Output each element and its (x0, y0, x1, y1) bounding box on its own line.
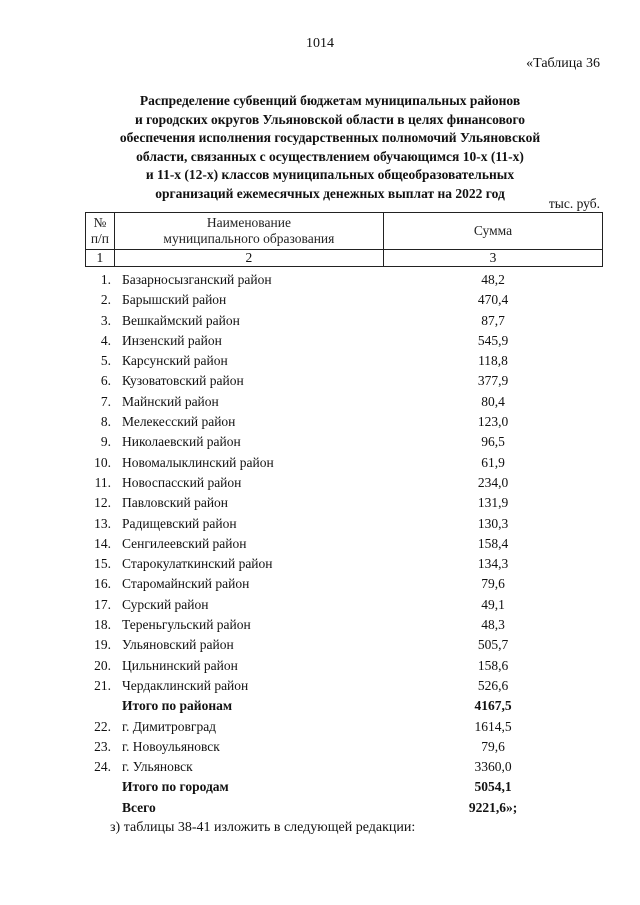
row-number: 20. (94, 657, 111, 673)
table-title (60, 92, 600, 203)
row-sum: 48,3 (481, 617, 505, 633)
row-name: Новомалыклинский район (122, 454, 274, 470)
row-number: 23. (94, 738, 111, 754)
row-sum: 158,4 (477, 535, 509, 551)
row-sum: 79,6 (481, 576, 505, 592)
row-name: Всего (122, 799, 156, 815)
row-name: Барышский район (122, 292, 227, 308)
row-sum: 5054,1 (474, 779, 512, 795)
footnote: з) таблицы 38-41 изложить в следующей редакции: (110, 820, 416, 835)
table-row (85, 311, 603, 331)
header-sum: Сумма (383, 213, 602, 250)
row-number: 11. (94, 474, 111, 490)
table-row (85, 615, 603, 635)
table-row (85, 351, 603, 371)
row-sum: 4167,5 (474, 698, 512, 714)
row-name: Майнский район (122, 393, 219, 409)
row-number: 22. (94, 718, 111, 734)
table-row (85, 757, 603, 777)
row-sum: 49,1 (481, 596, 505, 612)
row-sum: 234,0 (477, 474, 509, 490)
row-name: Ульяновский район (122, 637, 234, 653)
row-sum: 470,4 (477, 292, 509, 308)
row-number: 14. (94, 535, 111, 551)
row-name: Сурский район (122, 596, 209, 612)
row-number: 21. (94, 677, 111, 693)
row-number: 10. (94, 454, 111, 470)
table-row (85, 574, 603, 594)
table-header (85, 212, 603, 267)
title-line: обеспечения исполнения государственных полномочий Ульяновской (119, 130, 541, 145)
row-number: 13. (94, 515, 111, 531)
table-row (85, 331, 603, 351)
row-name: Новоспасский район (122, 474, 242, 490)
row-sum: 87,7 (481, 312, 505, 328)
table-row (85, 453, 603, 473)
row-name: г. Новоульяновск (122, 738, 220, 754)
table-row (85, 412, 603, 432)
row-number: 18. (94, 617, 111, 633)
row-sum: 96,5 (481, 434, 505, 450)
row-sum: 1614,5 (474, 718, 512, 734)
row-name: Тереньгульский район (122, 617, 251, 633)
header-num: № п/п (86, 213, 115, 250)
table-row (85, 371, 603, 391)
table-total-row (85, 777, 603, 797)
title-line: области, связанных с осуществлением обучающимся 10-х (11-х) (136, 148, 524, 164)
row-sum: 131,9 (477, 495, 509, 511)
row-sum: 61,9 (481, 454, 505, 470)
row-number: 5. (100, 353, 111, 369)
table-reference: «Таблица 36 (526, 56, 600, 71)
units-label: тыс. руб. (548, 196, 600, 211)
row-sum: 48,2 (481, 272, 505, 287)
row-name: Старомайнский район (122, 576, 250, 592)
title-line: и городских округов Ульяновской области в целях финансового (134, 111, 526, 127)
row-number: 9. (100, 434, 111, 450)
row-number: 2. (100, 292, 111, 308)
table-row (85, 635, 603, 655)
table-row (85, 656, 603, 676)
row-number: 8. (100, 414, 111, 430)
row-name: Карсунский район (122, 353, 228, 369)
table-row (85, 270, 603, 290)
row-sum: 130,3 (477, 515, 509, 531)
row-sum: 118,8 (478, 353, 508, 369)
row-name: Цильнинский район (122, 657, 238, 673)
title-line: Распределение субвенций бюджетам муниципальных районов (139, 93, 521, 108)
row-name: Итого по районам (122, 698, 233, 714)
title-line: и 11-х (12-х) классов муниципальных общеобразовательных (145, 167, 515, 182)
row-number: 19. (94, 637, 111, 653)
row-sum: 79,6 (481, 738, 505, 754)
row-number: 16. (94, 576, 111, 592)
row-sum: 545,9 (477, 332, 509, 348)
row-sum: 9221,6»; (468, 799, 518, 815)
row-name: Кузоватовский район (122, 373, 244, 389)
header-index-3: 3 (383, 250, 602, 267)
table-row (85, 432, 603, 452)
row-sum: 505,7 (477, 637, 509, 653)
row-number: 1. (100, 272, 111, 287)
row-sum: 3360,0 (474, 759, 512, 775)
row-number: 24. (94, 759, 111, 775)
row-name: Сенгилеевский район (122, 535, 247, 551)
row-number: 4. (100, 332, 111, 348)
row-name: Радищевский район (122, 515, 237, 531)
title-line: организаций ежемесячных денежных выплат на 2022 год (155, 185, 505, 201)
table-total-row (85, 798, 603, 818)
page-number: 1014 (306, 36, 334, 51)
header-name: Наименование муниципального образования (114, 213, 383, 250)
row-name: Павловский район (122, 495, 229, 511)
table-row (85, 676, 603, 696)
table-row (85, 717, 603, 737)
table-row (85, 514, 603, 534)
row-name: Чердаклинский район (122, 677, 249, 693)
row-name: г. Ульяновск (122, 759, 193, 775)
table-row (85, 290, 603, 310)
table-row (85, 737, 603, 757)
row-name: Базарносызганский район (122, 272, 272, 287)
row-name: Старокулаткинский район (122, 556, 273, 572)
row-number: 3. (100, 312, 111, 328)
row-name: Инзенский район (122, 332, 222, 348)
header-index-1: 1 (86, 250, 115, 267)
row-sum: 158,6 (477, 657, 509, 673)
row-number: 7. (100, 393, 111, 409)
row-name: Мелекесский район (122, 414, 236, 430)
row-name: г. Димитровград (122, 718, 217, 734)
row-name: Николаевский район (122, 434, 241, 450)
row-number: 15. (94, 556, 111, 572)
row-number: 17. (94, 596, 111, 612)
row-sum: 80,4 (481, 393, 505, 409)
table-row (85, 473, 603, 493)
row-name: Вешкаймский район (122, 312, 240, 328)
row-number: 6. (100, 373, 111, 389)
table-row (85, 595, 603, 615)
table-body (85, 270, 603, 818)
table-row (85, 554, 603, 574)
table-row (85, 493, 603, 513)
table-row (85, 392, 603, 412)
table-total-row (85, 696, 603, 716)
row-sum: 134,3 (477, 556, 509, 572)
header-index-2: 2 (114, 250, 383, 267)
row-name: Итого по городам (122, 779, 229, 795)
table-row (85, 534, 603, 554)
row-sum: 526,6 (477, 677, 509, 693)
row-sum: 123,0 (477, 414, 509, 430)
row-number: 12. (94, 495, 111, 511)
row-sum: 377,9 (477, 373, 509, 389)
